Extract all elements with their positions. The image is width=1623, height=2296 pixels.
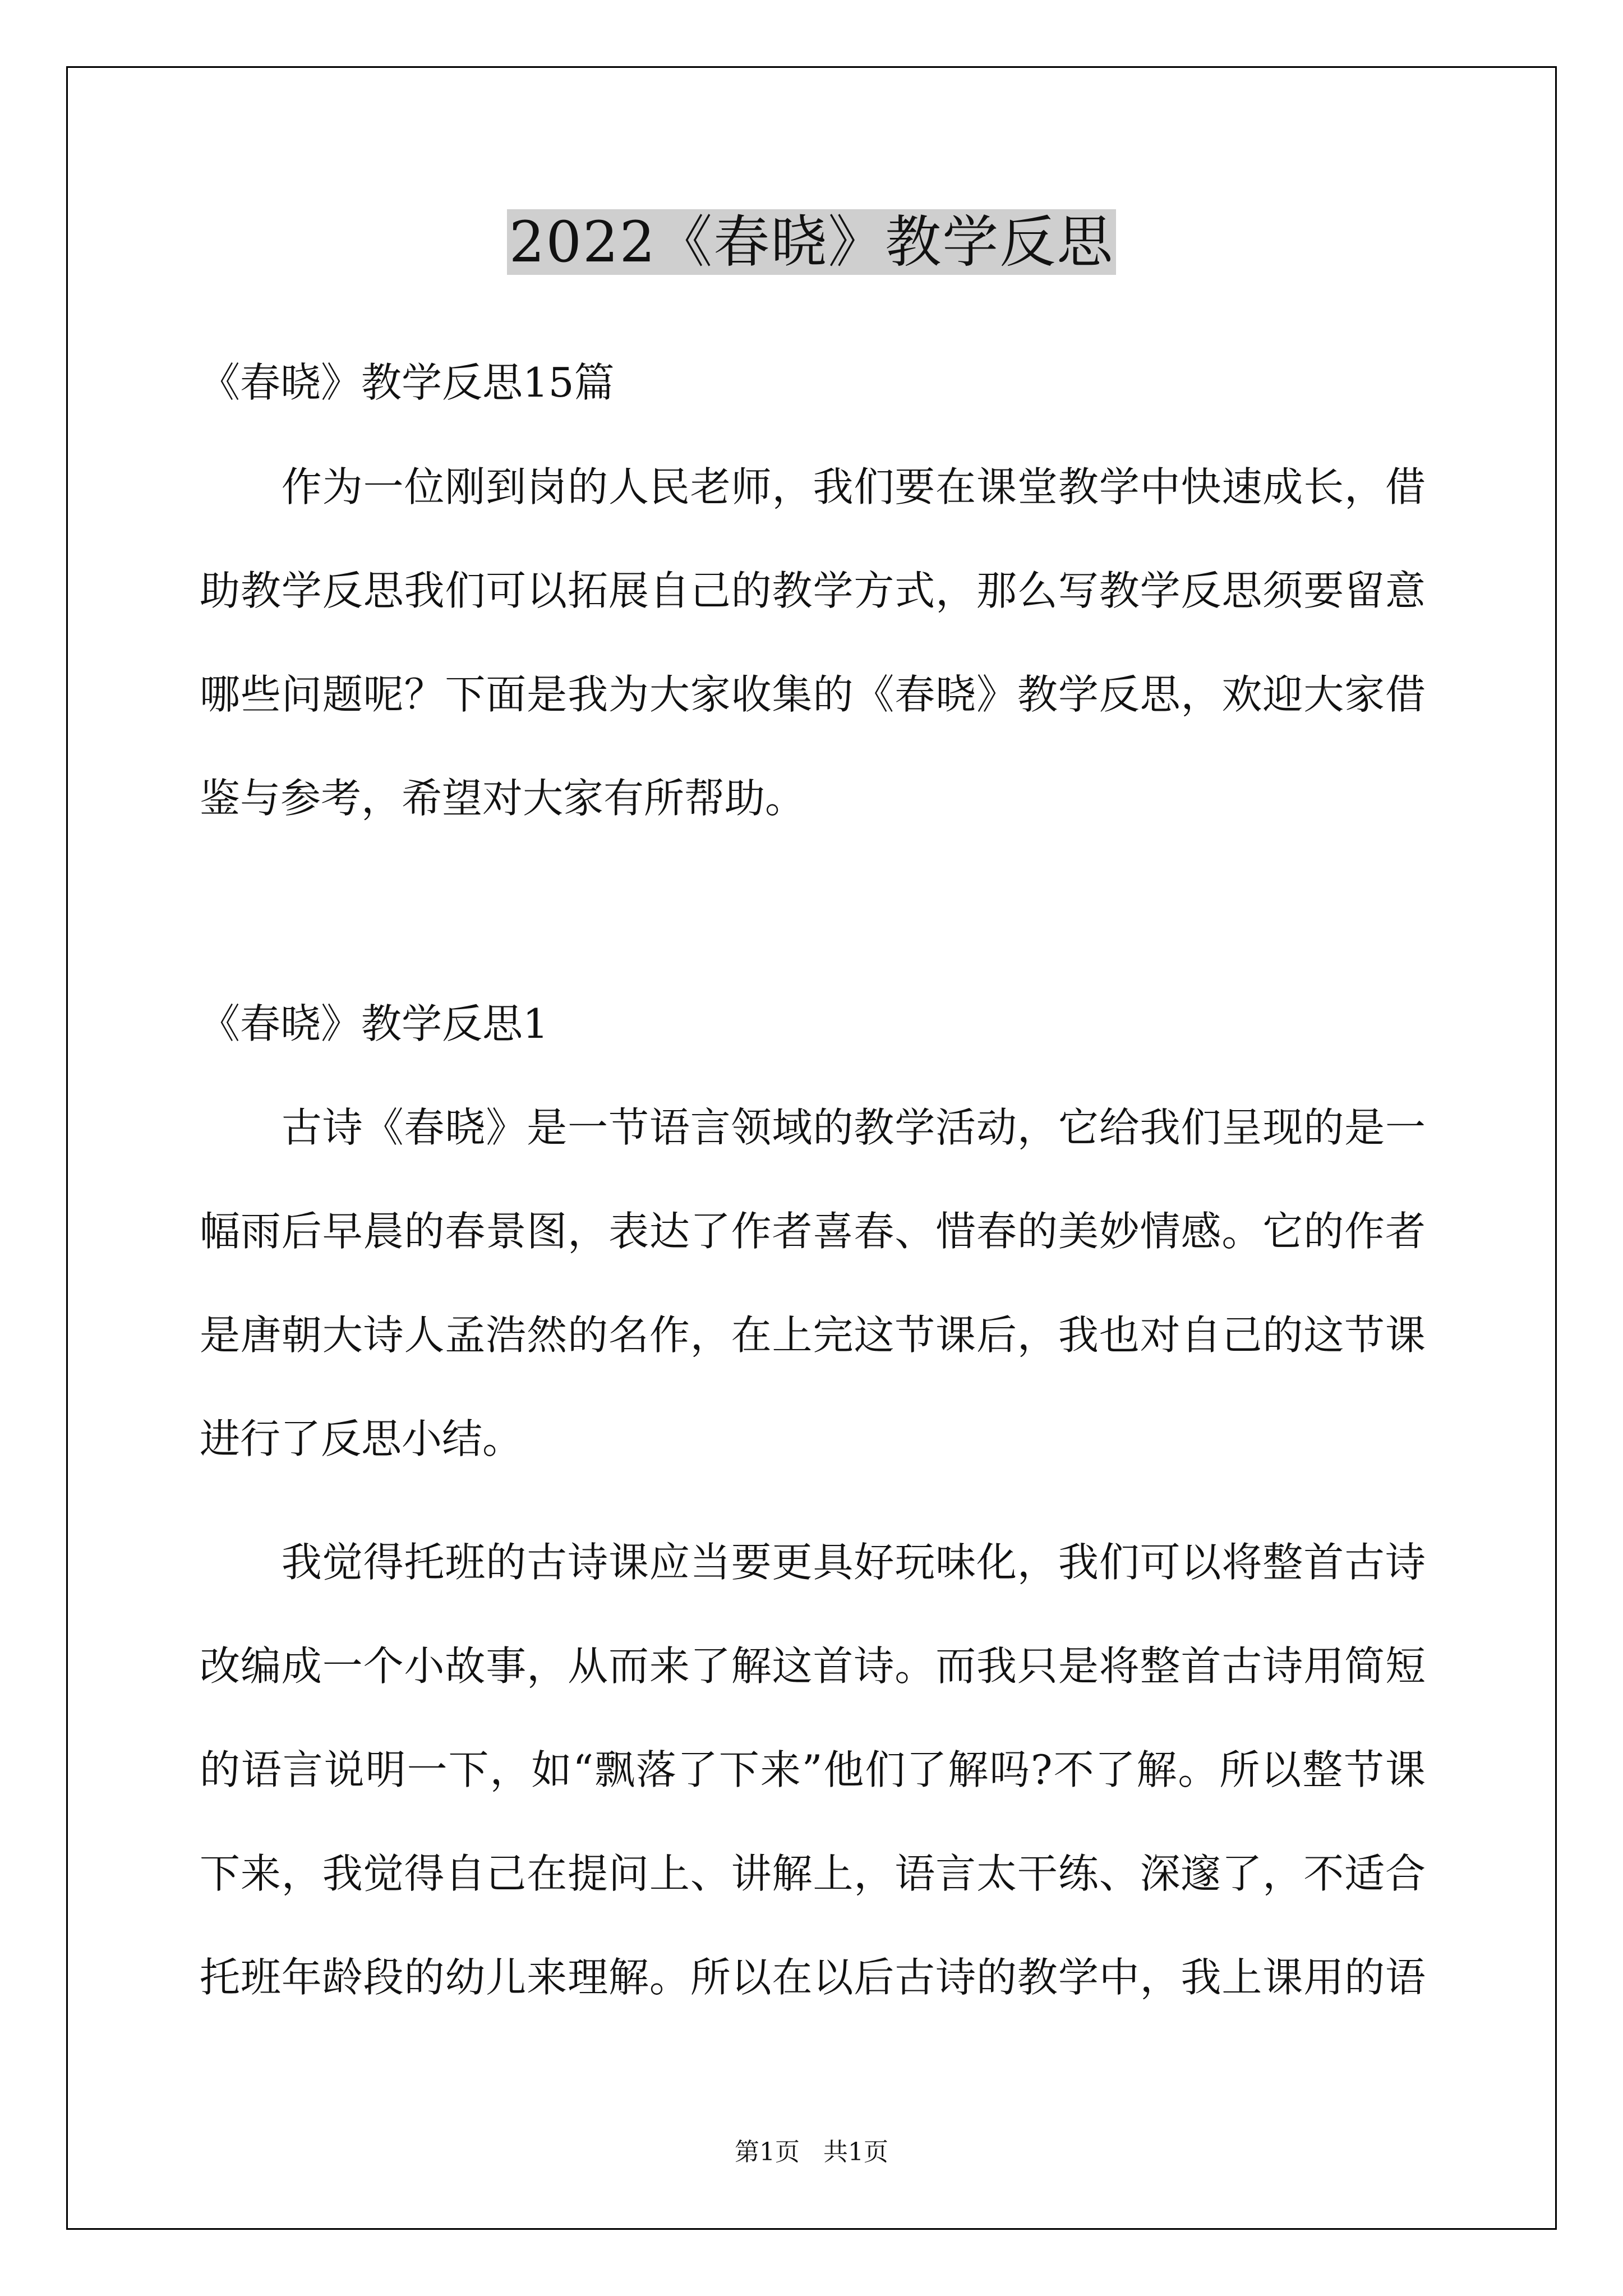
- page-footer: 第1页 共1页: [735, 2138, 888, 2166]
- paragraph1-line-1: 古诗《春晓》是一节语言领域的教学活动，它给我们呈现的是一: [200, 1104, 1426, 1151]
- intro-line-4: 鉴与参考，希望对大家有所帮助。: [200, 775, 806, 822]
- paragraph1-line-3: 是唐朝大诗人孟浩然的名作，在上完这节课后，我也对自己的这节课: [200, 1312, 1426, 1359]
- paragraph1-line-2: 幅雨后早晨的春景图，表达了作者喜春、惜春的美妙情感。它的作者: [200, 1208, 1426, 1255]
- paragraph1-line-4: 进行了反思小结。: [200, 1415, 523, 1462]
- intro-line-1: 作为一位刚到岗的人民老师，我们要在课堂教学中快速成长，借: [200, 463, 1426, 510]
- section-heading: 《春晓》教学反思1: [200, 1000, 548, 1047]
- intro-line-2: 助教学反思我们可以拓展自己的教学方式，那么写教学反思须要留意: [200, 567, 1426, 614]
- paragraph2-line-5: 托班年龄段的幼儿来理解。所以在以后古诗的教学中，我上课用的语: [200, 1954, 1426, 2001]
- paragraph2-line-4: 下来，我觉得自己在提问上、讲解上，语言太干练、深邃了，不适合: [200, 1850, 1426, 1897]
- paragraph2-line-3: 的语言说明一下，如“飘落了下来”他们了解吗?不了解。所以整节课: [200, 1746, 1426, 1793]
- document-subtitle: 《春晓》教学反思15篇: [200, 359, 615, 406]
- intro-line-3: 哪些问题呢？下面是我为大家收集的《春晓》教学反思，欢迎大家借: [200, 671, 1426, 718]
- paragraph2-line-2: 改编成一个小故事，从而来了解这首诗。而我只是将整首古诗用简短: [200, 1642, 1426, 1690]
- paragraph2-line-1: 我觉得托班的古诗课应当要更具好玩味化，我们可以将整首古诗: [200, 1539, 1426, 1586]
- document-title-text: 2022《春晓》教学反思: [507, 209, 1117, 275]
- document-title: [0, 203, 1623, 282]
